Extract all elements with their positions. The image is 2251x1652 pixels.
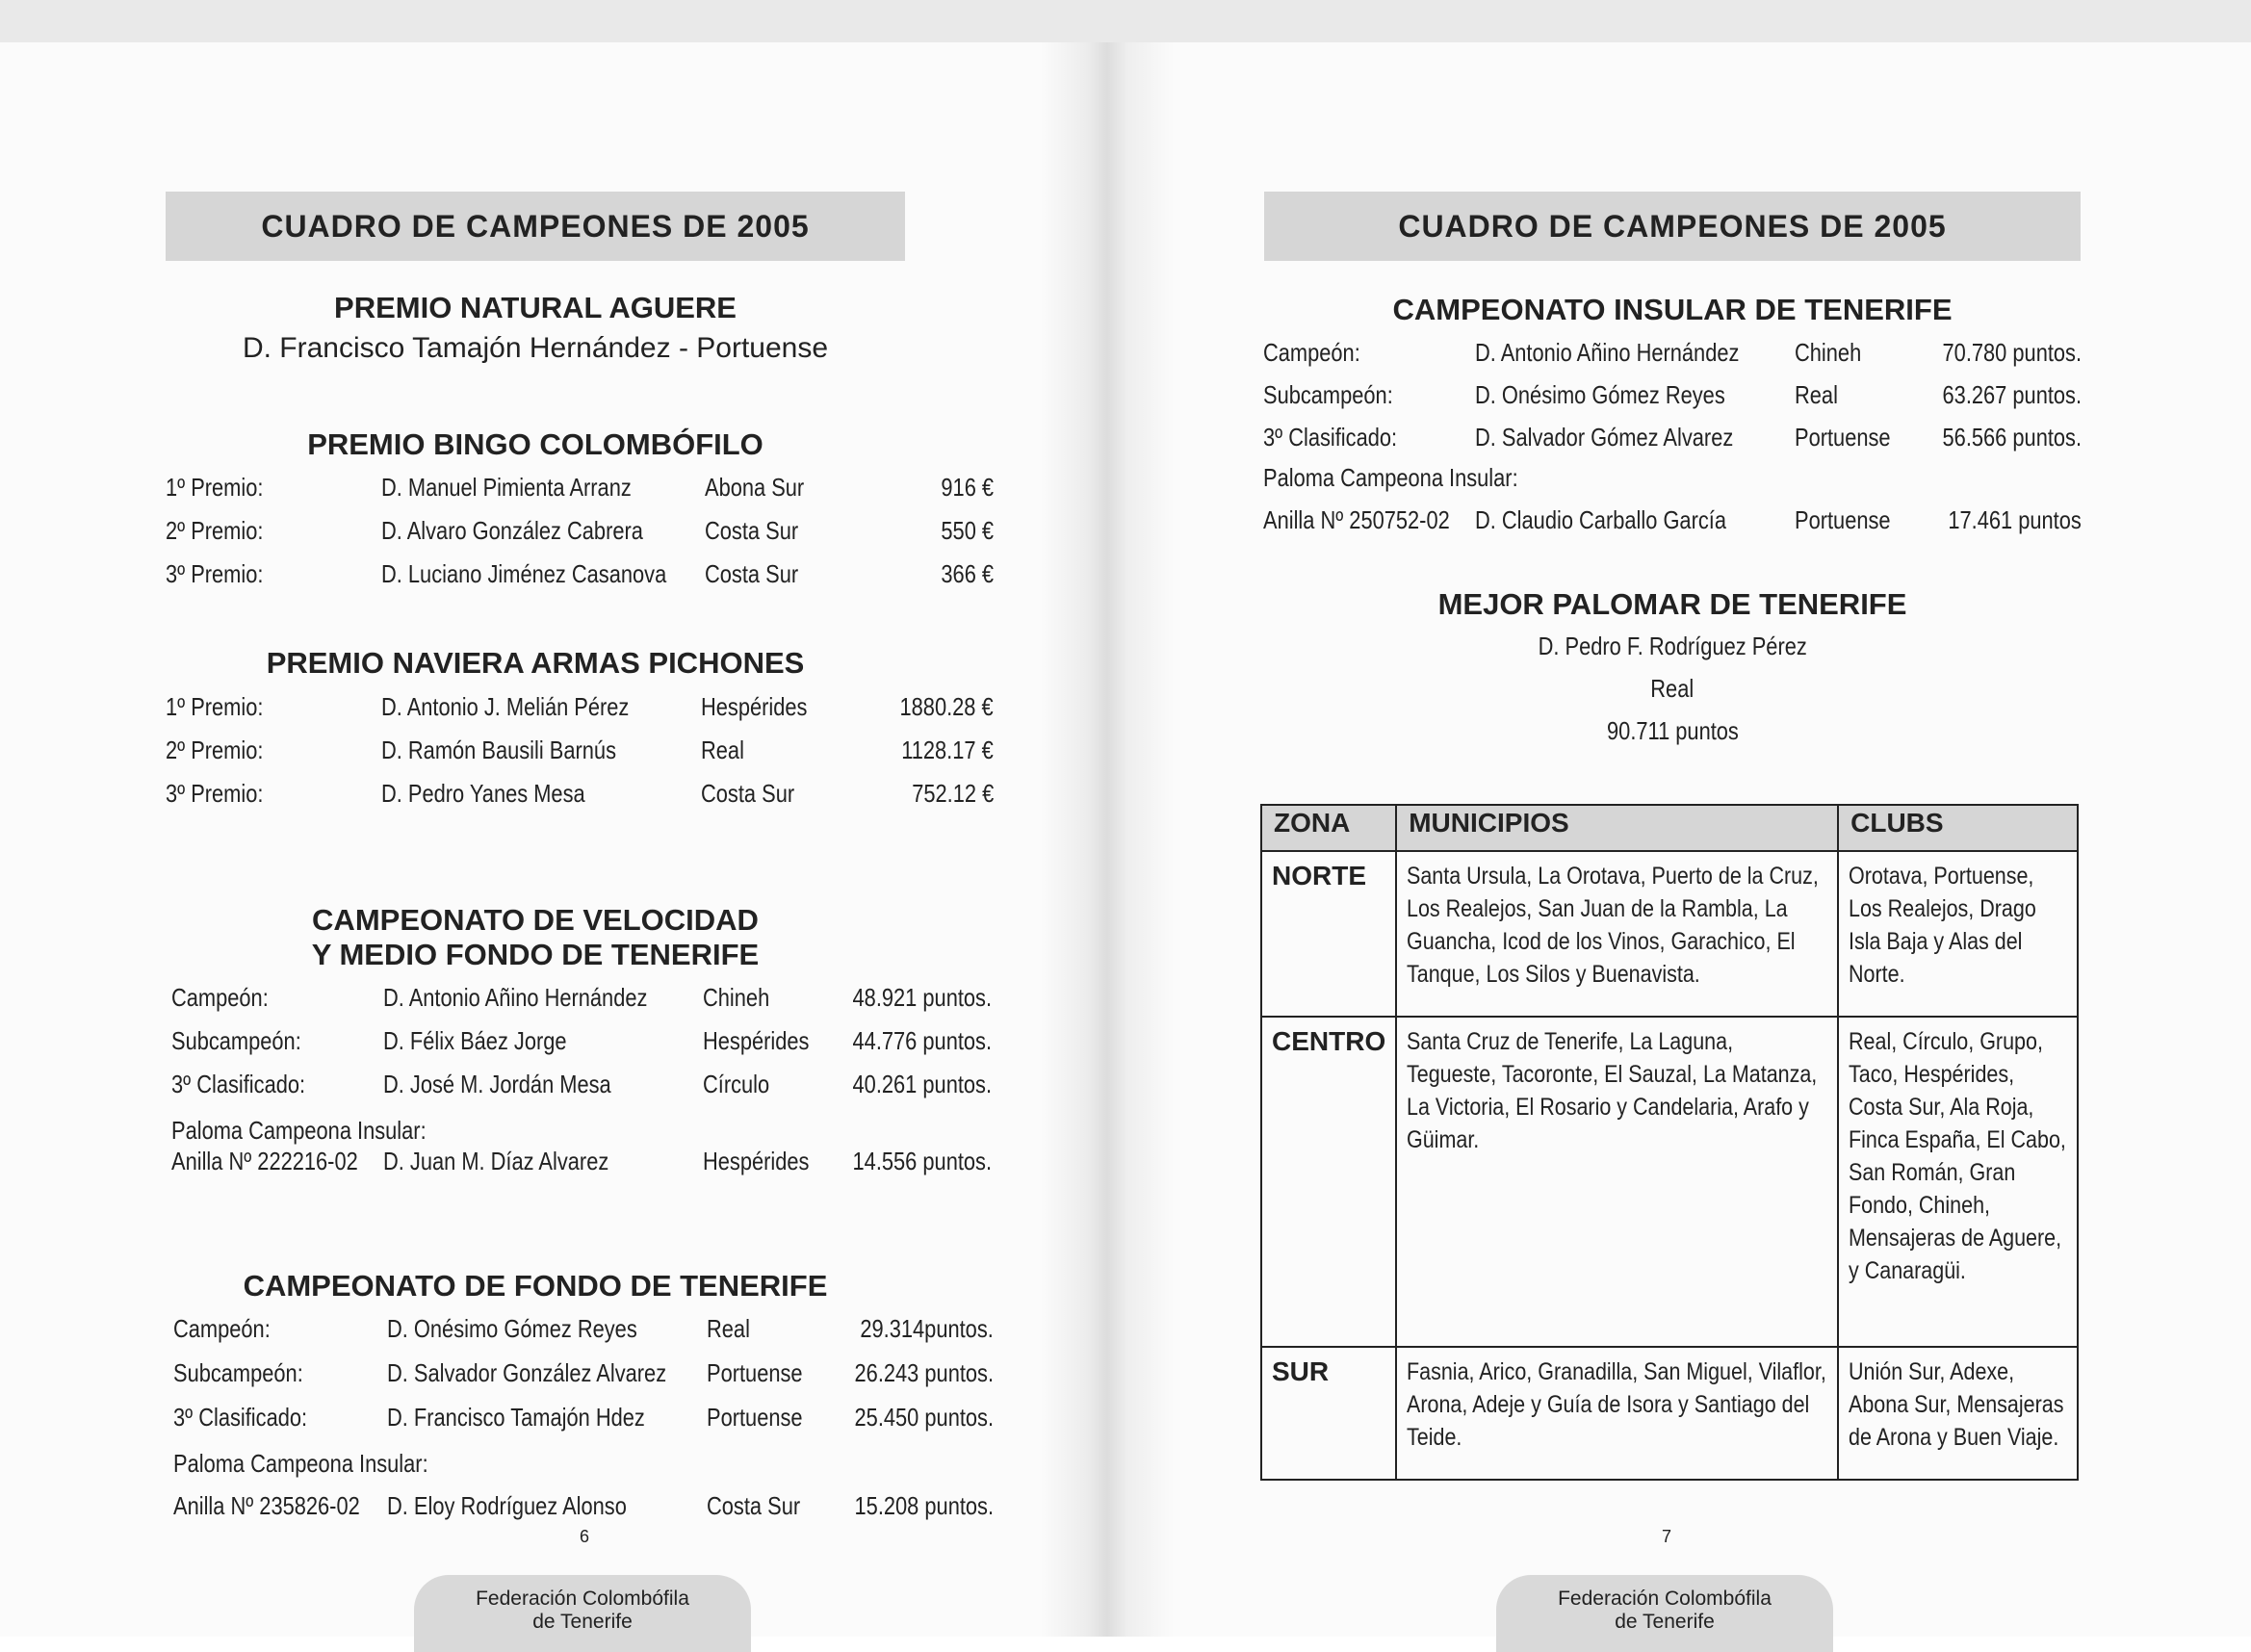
row-value: 63.267 puntos. [1942,380,2082,409]
footer-line2: de Tenerife [532,1611,633,1633]
palomar-title: MEJOR PALOMAR DE TENERIFE [1437,587,1907,621]
zones-table [1260,804,2079,1481]
cell-municipios-text: Santa Ursula, La Orotava, Puerto de la Cruz, Los Realejos, San Juan de la Rambla, La Guancha, Icod de los Vinos, Garachico, El Tanque, Los Silos y Buenavista. [1407,863,1820,988]
row-value: 26.243 puntos. [854,1358,994,1387]
list-item [1263,338,2082,376]
fondo-title: CAMPEONATO DE FONDO DE TENERIFE [243,1269,828,1303]
table-row [1261,1347,2078,1480]
row-name: D. Juan M. Díaz Alvarez [383,1147,609,1175]
row-name: D. Ramón Bausili Barnús [381,736,616,764]
row-club: Costa Sur [707,1491,801,1520]
row-club: Abona Sur [705,473,805,502]
left-page-banner: CUADRO DE CAMPEONES DE 2005 [166,192,905,261]
row-name: D. Pedro Yanes Mesa [381,779,585,808]
row-value: 25.450 puntos. [854,1403,994,1432]
row-club: Portuense [707,1358,803,1387]
row-name: D. Félix Báez Jorge [383,1026,567,1055]
cell-municipios [1396,1347,1838,1480]
row-value: 44.776 puntos. [852,1026,992,1055]
row-value: 15.208 puntos. [854,1491,994,1520]
paloma-label-text: Paloma Campeona Insular: [171,1116,427,1145]
row-value: 1880.28 € [899,692,994,721]
row-label: Subcampeón: [1263,380,1393,409]
premio-naviera-title: PREMIO NAVIERA ARMAS PICHONES [266,646,805,680]
row-name: D. Antonio Añino Hernández [1475,338,1740,367]
paloma-label-text: Paloma Campeona Insular: [173,1449,428,1478]
row-club: Hespérides [703,1026,810,1055]
row-label: 3º Clasificado: [173,1403,308,1432]
right-page [1126,42,2251,1637]
row-label: Anilla Nº 250752-02 [1263,505,1450,534]
row-name: D. Onésimo Gómez Reyes [387,1314,637,1343]
row-name: D. Francisco Tamajón Hdez [387,1403,645,1432]
list-item [173,1403,994,1441]
row-name: D. Claudio Carballo García [1475,505,1726,534]
row-label: Subcampeón: [171,1026,301,1055]
row-name: D. Salvador González Alvarez [387,1358,667,1387]
row-club: Hespérides [701,692,808,721]
list-item [171,983,992,1021]
cell-municipios-text: Fasnia, Arico, Granadilla, San Miguel, Vilaflor, Arona, Adeje y Guía de Isora y Santiago del Teide. [1407,1358,1827,1451]
premio-natural-title: PREMIO NATURAL AGUERE [334,291,737,324]
footer-line1: Federación Colombófila [1558,1587,1772,1610]
page-number: 6 [580,1527,590,1546]
list-item [166,559,994,598]
row-club: Costa Sur [705,559,799,588]
table-row [1261,1017,2078,1347]
velocidad-title-line1: CAMPEONATO DE VELOCIDAD [312,903,759,937]
footer-line2: de Tenerife [1615,1611,1715,1633]
header-zona: ZONA [1261,805,1396,851]
row-name: D. Eloy Rodríguez Alonso [387,1491,627,1520]
right-page-banner: CUADRO DE CAMPEONES DE 2005 [1264,192,2081,261]
row-value: 550 € [941,516,994,545]
list-item [173,1314,994,1353]
list-item [171,1026,992,1065]
footer-tab [1496,1575,1833,1652]
row-value: 70.780 puntos. [1942,338,2082,367]
cell-clubs [1838,851,2078,1017]
paloma-label [1263,463,2082,502]
cell-clubs [1838,1347,2078,1480]
row-club: Costa Sur [705,516,799,545]
row-label: Anilla Nº 235826-02 [173,1491,360,1520]
row-club: Portuense [1795,505,1891,534]
footer-line1: Federación Colombófila [476,1587,689,1610]
table-header-row [1261,805,2078,851]
left-page [0,42,1107,1637]
list-item [173,1358,994,1397]
scan-top-margin [0,0,2251,42]
insular-title: CAMPEONATO INSULAR DE TENERIFE [1392,293,1953,326]
premio-bingo-title: PREMIO BINGO COLOMBÓFILO [307,427,763,461]
header-municipios: MUNICIPIOS [1396,805,1838,851]
row-value: 366 € [941,559,994,588]
premio-natural-winner: D. Francisco Tamajón Hernández - Portuense [242,332,829,364]
page-number: 7 [1662,1527,1672,1546]
list-item [1263,505,2082,544]
row-value: 14.556 puntos. [852,1147,992,1175]
row-club: Real [701,736,744,764]
row-label: Subcampeón: [173,1358,303,1387]
palomar-name-text: D. Pedro F. Rodríguez Pérez [1538,632,1807,660]
cell-clubs [1838,1017,2078,1347]
palomar-club [1264,674,2081,704]
palomar-club-text: Real [1650,674,1695,703]
row-name: D. Manuel Pimienta Arranz [381,473,632,502]
list-item [1263,380,2082,419]
row-value: 40.261 puntos. [852,1070,992,1098]
cell-zona: CENTRO [1261,1017,1396,1347]
cell-municipios [1396,851,1838,1017]
cell-municipios-text: Santa Cruz de Tenerife, La Laguna, Tegueste, Tacoronte, El Sauzal, La Matanza, La Victoria, El Rosario y Candelaria, Arafo y Güimar. [1407,1028,1818,1153]
row-club: Real [707,1314,750,1343]
row-value: 916 € [941,473,994,502]
row-value: 752.12 € [911,779,994,808]
row-label: 3º Premio: [166,779,264,808]
list-item [171,1070,992,1108]
row-club: Chineh [703,983,770,1012]
cell-zona: NORTE [1261,851,1396,1017]
row-club: Círculo [703,1070,770,1098]
row-name: D. Onésimo Gómez Reyes [1475,380,1725,409]
list-item [166,473,994,511]
row-club: Real [1795,380,1838,409]
row-value: 17.461 puntos [1948,505,2082,534]
row-label: 2º Premio: [166,736,264,764]
row-name: D. José M. Jordán Mesa [383,1070,611,1098]
cell-clubs-text: Unión Sur, Adexe, Abona Sur, Mensajeras de Arona y Buen Viaje. [1849,1358,2064,1451]
velocidad-title-line2: Y MEDIO FONDO DE TENERIFE [311,938,760,971]
row-club: Costa Sur [701,779,795,808]
row-value: 1128.17 € [901,736,994,764]
row-label: 3º Premio: [166,559,264,588]
cell-zona: SUR [1261,1347,1396,1480]
palomar-points-text: 90.711 puntos [1606,716,1739,745]
row-label: 1º Premio: [166,692,264,721]
row-club: Portuense [1795,423,1891,452]
footer-tab [414,1575,751,1652]
header-clubs: CLUBS [1838,805,2078,851]
cell-clubs-text: Orotava, Portuense, Los Realejos, Drago Isla Baja y Alas del Norte. [1849,863,2036,988]
list-item [166,516,994,555]
cell-municipios [1396,1017,1838,1347]
list-item [166,736,994,774]
row-value: 29.314puntos. [860,1314,994,1343]
row-name: D. Alvaro González Cabrera [381,516,643,545]
row-label: Campeón: [171,983,269,1012]
row-value: 56.566 puntos. [1942,423,2082,452]
row-name: D. Salvador Gómez Alvarez [1475,423,1734,452]
list-item [171,1147,992,1185]
list-item [166,692,994,731]
row-club: Portuense [707,1403,803,1432]
row-value: 48.921 puntos. [852,983,992,1012]
row-name: D. Luciano Jiménez Casanova [381,559,667,588]
row-club: Chineh [1795,338,1862,367]
row-label: 2º Premio: [166,516,264,545]
paloma-label [173,1449,994,1487]
list-item [1263,423,2082,461]
row-label: Campeón: [1263,338,1360,367]
row-name: D. Antonio Añino Hernández [383,983,648,1012]
palomar-name [1264,632,2081,661]
paloma-label-text: Paloma Campeona Insular: [1263,463,1518,492]
row-label: Anilla Nº 222216-02 [171,1147,358,1175]
list-item [173,1491,994,1530]
row-label: 1º Premio: [166,473,264,502]
row-label: 3º Clasificado: [171,1070,306,1098]
row-label: Campeón: [173,1314,271,1343]
cell-clubs-text: Real, Círculo, Grupo, Taco, Hespérides, Costa Sur, Ala Roja, Finca España, El Cabo, San Román, Gran Fondo, Chineh, Mensajeras de Aguere, y Canaragüi. [1849,1028,2067,1284]
row-name: D. Antonio J. Melián Pérez [381,692,630,721]
palomar-points [1264,716,2081,746]
list-item [166,779,994,817]
row-label: 3º Clasificado: [1263,423,1398,452]
table-row [1261,851,2078,1017]
row-club: Hespérides [703,1147,810,1175]
